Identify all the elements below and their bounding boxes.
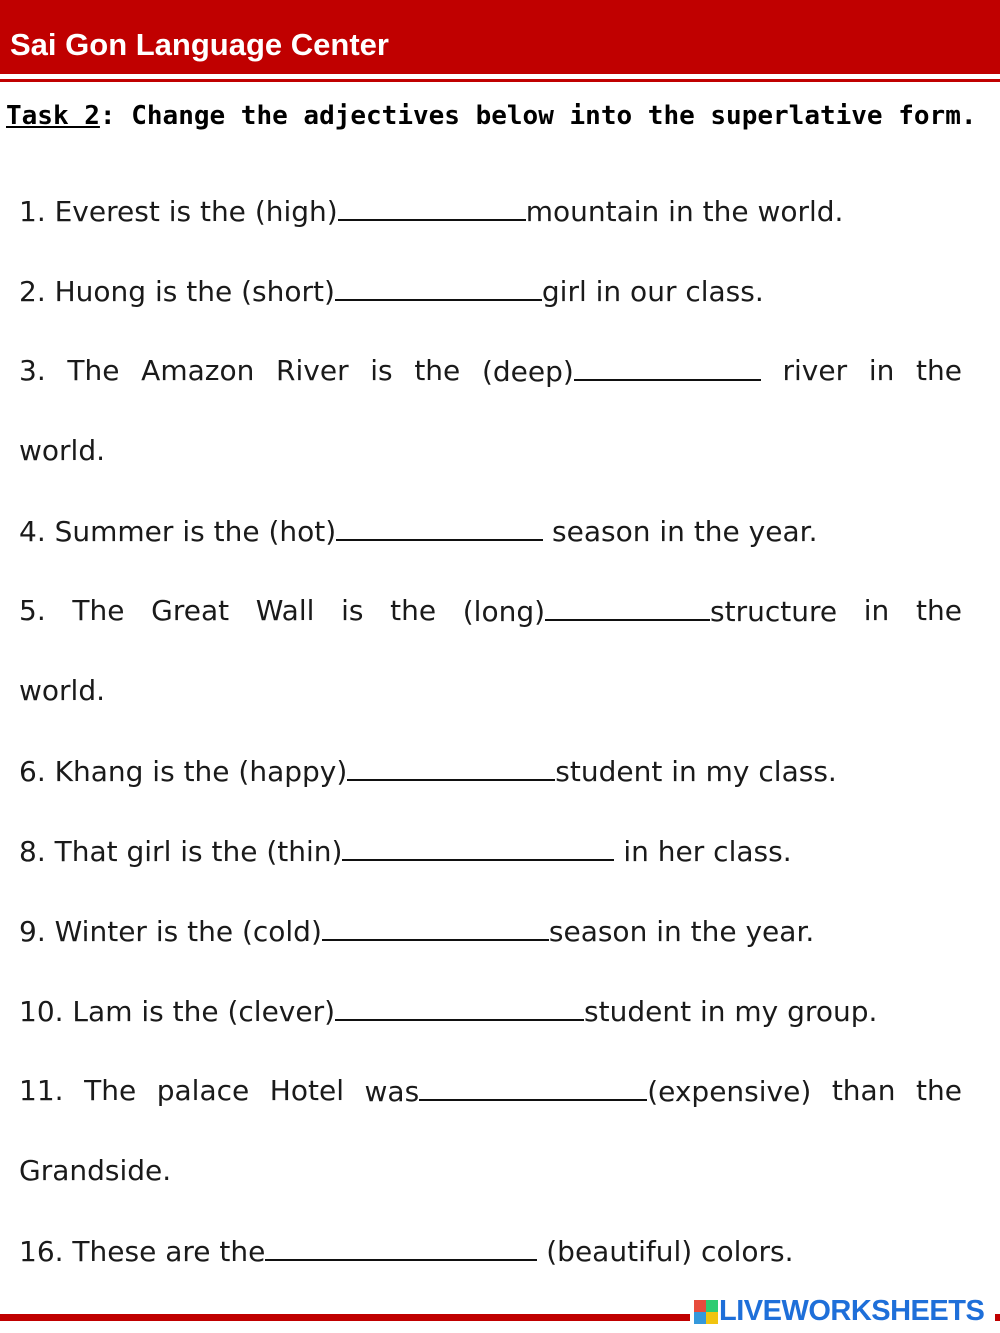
liveworksheets-logo-icon — [694, 1300, 718, 1324]
exercise-5-word: 5. — [19, 594, 46, 627]
exercise-1-prompt: 1. Everest is the (high) — [19, 195, 338, 228]
exercise-3-word: The — [67, 354, 120, 387]
answer-blank-8[interactable] — [342, 831, 614, 861]
logo-square — [706, 1300, 718, 1312]
exercise-5-word: The — [72, 594, 125, 627]
exercise-3 — [19, 351, 962, 392]
exercise-8-prompt: 8. That girl is the (thin) — [19, 835, 343, 868]
exercise-1 — [19, 191, 843, 232]
exercise-3-continuation: world. — [19, 434, 105, 467]
exercise-11-word: than — [831, 1074, 896, 1107]
exercise-3-word: the — [916, 354, 962, 387]
answer-blank-6[interactable] — [347, 751, 555, 781]
exercise-6-prompt: 6. Khang is the (happy) — [19, 755, 348, 788]
exercise-11-word: the — [916, 1074, 962, 1107]
exercise-3-word: is — [370, 354, 393, 387]
exercise-11 — [19, 1071, 962, 1112]
task-instruction — [6, 96, 996, 136]
exercise-9 — [19, 911, 814, 952]
exercise-6 — [19, 751, 837, 792]
exercise-2-end: girl in our class. — [541, 275, 764, 308]
answer-blank-5[interactable] — [545, 591, 710, 621]
exercise-16 — [19, 1231, 794, 1272]
answer-blank-4[interactable] — [336, 511, 543, 541]
exercise-1-end: mountain in the world. — [525, 195, 844, 228]
exercise-5-word: Great — [151, 594, 230, 627]
task-label: Task 2 — [6, 101, 100, 131]
exercise-10 — [19, 991, 877, 1032]
header-bar — [0, 0, 1000, 74]
exercise-5-word: (long) — [462, 595, 546, 628]
exercise-11-word: was — [364, 1075, 420, 1108]
exercise-6-end: student in my class. — [555, 755, 837, 788]
exercise-11-word: Hotel — [269, 1074, 344, 1107]
exercise-11-blank-group — [365, 1071, 812, 1112]
exercise-11-word: 11. — [19, 1074, 64, 1107]
answer-blank-16[interactable] — [265, 1231, 537, 1261]
exercise-16-prompt: 16. These are the — [19, 1235, 266, 1268]
logo-square — [694, 1312, 706, 1324]
exercise-3-word: in — [868, 354, 895, 387]
exercise-5-word: the — [915, 594, 962, 627]
exercise-3-word: River — [276, 354, 349, 387]
exercise-11-word: The — [84, 1074, 137, 1107]
exercise-2 — [19, 271, 764, 312]
exercise-4-end: season in the year. — [543, 515, 818, 548]
exercise-11-continuation: Grandside. — [19, 1154, 172, 1187]
task-text: : Change the adjectives below into the superlative form. — [99, 101, 977, 131]
exercise-11-word: palace — [156, 1074, 250, 1107]
exercise-3-word: the — [414, 354, 461, 387]
exercise-3-word: Amazon — [141, 354, 255, 387]
answer-blank-2[interactable] — [335, 271, 542, 301]
exercise-2-prompt: 2. Huong is the (short) — [19, 275, 335, 308]
exercise-5-word: is — [341, 594, 364, 627]
answer-blank-10[interactable] — [335, 991, 584, 1021]
header-divider — [0, 79, 1000, 82]
exercise-3-word: 3. — [19, 354, 46, 387]
exercise-5-blank-group — [463, 591, 837, 632]
exercise-16-end: (beautiful) colors. — [537, 1235, 794, 1268]
exercise-5-word: the — [390, 594, 437, 627]
exercise-9-prompt: 9. Winter is the (cold) — [19, 915, 322, 948]
exercise-5-word: Wall — [255, 594, 315, 627]
answer-blank-11[interactable] — [419, 1071, 647, 1101]
answer-blank-1[interactable] — [338, 191, 526, 221]
exercise-8-end: in her class. — [614, 835, 792, 868]
exercise-3-word: river — [782, 354, 848, 387]
exercise-4 — [19, 511, 817, 552]
liveworksheets-logo: LIVEWORKSHEETS — [719, 1295, 985, 1327]
answer-blank-3[interactable] — [574, 351, 761, 381]
logo-square — [706, 1312, 718, 1324]
exercise-3-blank-group — [482, 351, 761, 392]
exercise-10-prompt: 10. Lam is the (clever) — [19, 995, 336, 1028]
exercise-5-word: in — [863, 594, 890, 627]
exercise-10-end: student in my group. — [584, 995, 878, 1028]
answer-blank-9[interactable] — [322, 911, 549, 941]
exercise-9-end: season in the year. — [548, 915, 815, 948]
exercise-5-continuation: world. — [19, 674, 105, 707]
exercise-11-word: (expensive) — [647, 1075, 812, 1108]
center-name: Sai Gon Language Center — [10, 27, 389, 62]
exercise-4-prompt: 4. Summer is the (hot) — [19, 515, 337, 548]
logo-square — [694, 1300, 706, 1312]
exercise-5-word: structure — [710, 595, 838, 628]
exercise-3-word: (deep) — [481, 355, 574, 388]
exercise-5 — [19, 591, 962, 632]
exercise-8 — [19, 831, 792, 872]
